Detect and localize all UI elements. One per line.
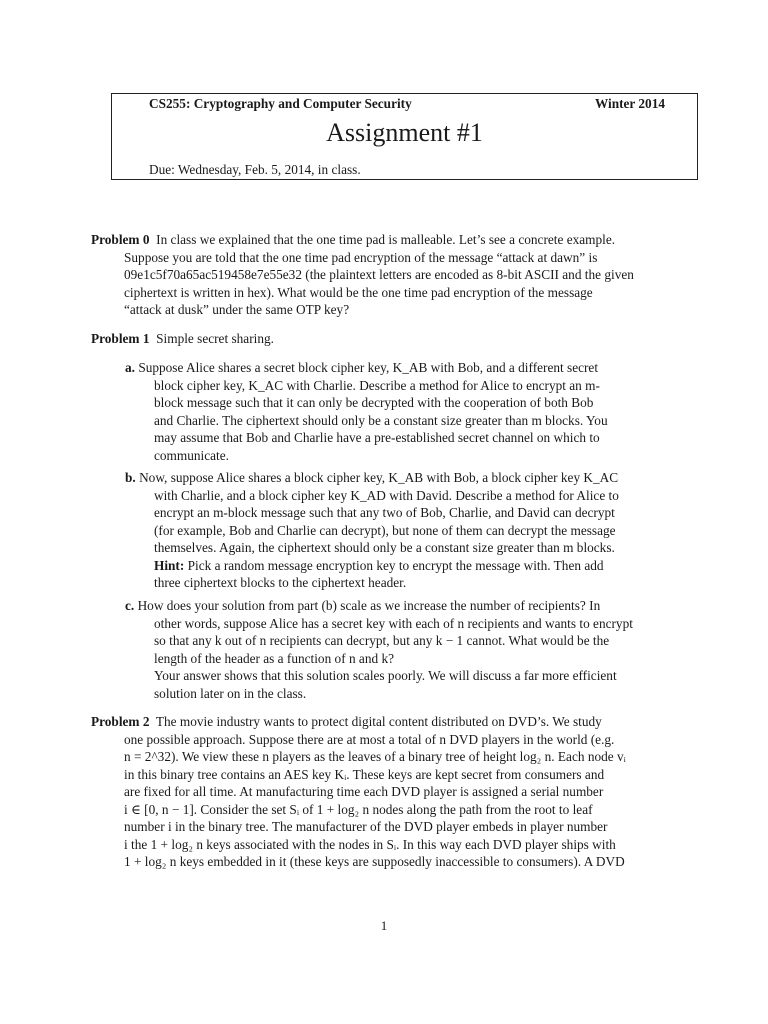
problem-2-line: i the 1 + log₂ n keys associated with the nodes in Sᵢ. In this way each DVD player ships with	[124, 836, 616, 852]
assignment-header-box	[111, 93, 698, 180]
item-line: block message such that it can only be decrypted with the cooperation of both Bob	[154, 395, 594, 410]
problem-2-line: 1 + log₂ n keys embedded in it (these keys are supposedly inaccessible to consumers). A DVD	[124, 854, 625, 869]
problem-2-line: one possible approach. Suppose there are at most a total of n DVD players in the world (e.g.	[124, 731, 615, 747]
problem-0-line: ciphertext is written in hex). What would be the one time pad encryption of the message	[124, 284, 593, 300]
item-line: with Charlie, and a block cipher key K_AD with David. Describe a method for Alice to	[154, 487, 619, 503]
item-line: other words, suppose Alice has a secret key with each of n recipients and wants to encrypt	[154, 615, 633, 631]
problem-1a	[125, 359, 679, 464]
problem-2-line: are fixed for all time. At manufacturing time each DVD player is assigned a serial number	[124, 784, 604, 799]
problem-1b	[125, 469, 679, 592]
problem-2-line: i ∈ [0, n − 1]. Consider the set Sᵢ of 1 + log₂ n nodes along the path from the root to leaf	[124, 801, 593, 817]
item-label: c.	[125, 598, 135, 613]
item-line: Now, suppose Alice shares a block cipher key, K_AB with Bob, a block cipher key K_AC	[139, 470, 619, 485]
problem-0-line: 09e1c5f70a65ac519458e7e55e32 (the plaintext letters are encoded as 8-bit ASCII and the given	[124, 267, 634, 282]
page-number: 1	[380, 918, 388, 933]
problem-2-line: The movie industry wants to protect digital content distributed on DVD’s. We study	[155, 714, 602, 729]
due-date: Due: Wednesday, Feb. 5, 2014, in class.	[149, 162, 361, 177]
problem-0-label: Problem 0	[91, 232, 150, 247]
item-line: themselves. Again, the ciphertext should only be a constant size greater than m blocks.	[154, 540, 615, 555]
item-line: may assume that Bob and Charlie have a pre-established secret channel on which to	[154, 430, 600, 445]
item-line: block cipher key, K_AC with Charlie. Describe a method for Alice to encrypt an m-	[154, 377, 600, 393]
problem-2-line: number i in the binary tree. The manufacturer of the DVD player embeds in player number	[124, 819, 608, 834]
problem-1-intro: Simple secret sharing.	[156, 331, 274, 346]
problem-0	[91, 231, 679, 319]
item-line: solution later on in the class.	[154, 685, 307, 701]
course-title: CS255: Cryptography and Computer Security	[149, 96, 412, 111]
term-label: Winter 2014	[594, 96, 665, 111]
item-label: b.	[125, 470, 136, 485]
problem-0-line: In class we explained that the one time pad is malleable. Let’s see a concrete example.	[156, 232, 616, 247]
item-label: a.	[125, 360, 135, 375]
item-line: Pick a random message encryption key to encrypt the message with. Then add	[187, 557, 604, 573]
problem-1c	[125, 597, 679, 702]
item-line: How does your solution from part (b) scale as we increase the number of recipients? In	[137, 598, 601, 613]
item-line: (for example, Bob and Charlie can decrypt), but none of them can decrypt the message	[154, 522, 616, 538]
problem-2-line: n = 2^32). We view these n players as the leaves of a binary tree of height log₂ n. Each node vᵢ	[124, 749, 626, 764]
item-line: and Charlie. The ciphertext should only be a constant size greater than m blocks. You	[154, 412, 608, 428]
problem-1	[91, 330, 679, 348]
problem-1-label: Problem 1	[91, 331, 150, 346]
assignment-title: Assignment #1	[326, 118, 483, 147]
item-line: three ciphertext blocks to the ciphertext header.	[154, 575, 407, 590]
item-line: communicate.	[154, 447, 229, 463]
item-line: Your answer shows that this solution scales poorly. We will discuss a far more efficient	[154, 668, 617, 683]
item-line: length of the header as a function of n and k?	[154, 650, 394, 666]
hint-label: Hint:	[154, 557, 185, 573]
item-line: encrypt an m-block message such that any two of Bob, Charlie, and David can decrypt	[154, 505, 615, 520]
problem-2-label: Problem 2	[91, 714, 150, 729]
problem-2-line: in this binary tree contains an AES key Kᵢ. These keys are kept secret from consumers and	[124, 766, 605, 782]
problem-0-line: Suppose you are told that the one time pad encryption of the message “attack at dawn” is	[124, 249, 598, 265]
item-line: Suppose Alice shares a secret block cipher key, K_AB with Bob, and a different secret	[138, 360, 599, 375]
item-line: so that any k out of n recipients can decrypt, but any k − 1 cannot. What would be the	[154, 633, 610, 648]
problem-0-line: “attack at dusk” under the same OTP key?	[124, 302, 350, 317]
problem-2	[91, 713, 679, 871]
